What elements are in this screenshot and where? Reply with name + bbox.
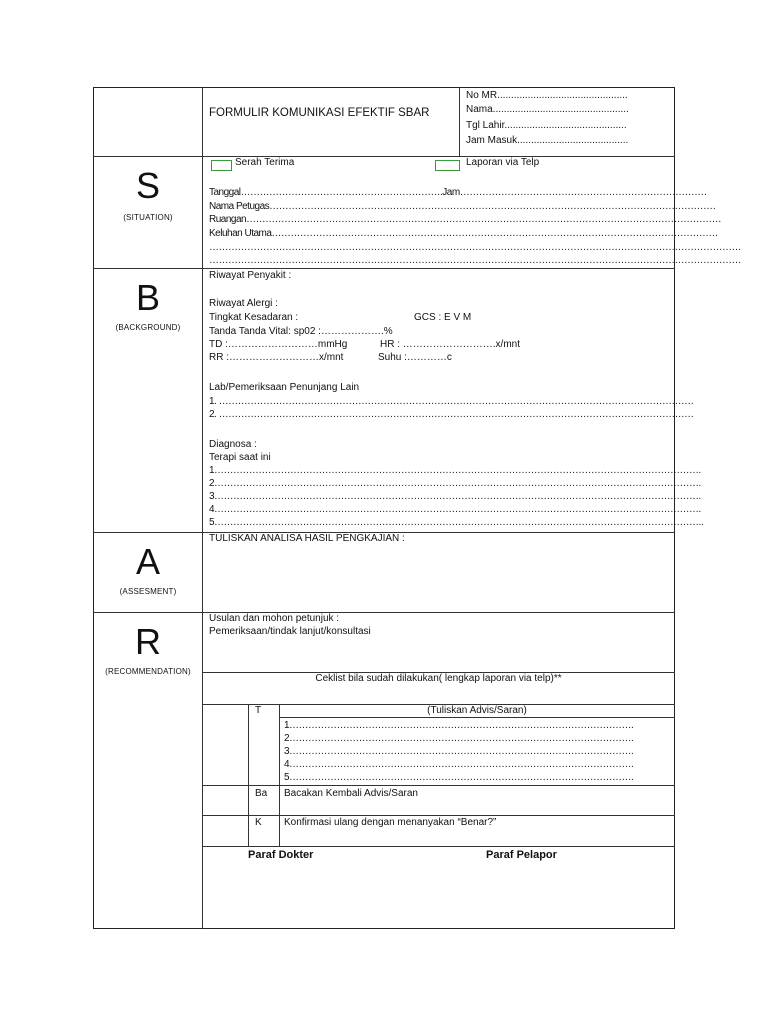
advis-line-3[interactable]: 3………………………………………………………………………………………………. <box>284 746 634 757</box>
rr-field[interactable]: RR :………………………x/mnt <box>209 352 344 363</box>
riwayat-penyakit-label: Riwayat Penyakit : <box>209 270 292 281</box>
usulan-label: Usulan dan mohon petunjuk : <box>209 613 340 624</box>
serah-terima-label: Serah Terima <box>235 157 295 168</box>
row-divider-t-header <box>279 717 675 718</box>
lab-label: Lab/Pemeriksaan Penunjang Lain <box>209 382 360 393</box>
tanda-vital-field[interactable]: Tanda Tanda Vital: sp02 :……………….% <box>209 326 393 337</box>
diagnosa-label: Diagnosa : <box>209 439 257 450</box>
paraf-dokter-label: Paraf Dokter <box>248 849 314 861</box>
col-divider-main <box>202 87 203 929</box>
advis-line-4[interactable]: 4………………………………………………………………………………………………. <box>284 759 634 770</box>
laporan-telp-label: Laporan via Telp <box>466 157 540 168</box>
serah-terima-checkbox[interactable] <box>211 160 232 171</box>
terapi-line-3[interactable]: 3………………………………………………………………………………………………………………………………………. <box>209 491 701 502</box>
situation-blank-line[interactable]: …………………………………………………………………………………………………………………………………………………… <box>209 242 741 253</box>
nama-petugas-field[interactable]: Nama Petugas…………………………………………………………………………………………………………………………… <box>209 201 716 212</box>
pemeriksaan-label: Pemeriksaan/tindak lanjut/konsultasi <box>209 626 371 637</box>
recommendation-label: (RECOMMENDATION) <box>105 667 191 676</box>
jam-masuk-field[interactable]: Jam Masuk........................................ <box>466 135 629 146</box>
terapi-label: Terapi saat ini <box>209 452 271 463</box>
t-header: (Tuliskan Advis/Saran) <box>427 705 527 716</box>
ba-text: Bacakan Kembali Advis/Saran <box>284 788 418 799</box>
assessment-label: (ASSESMENT) <box>119 587 177 596</box>
advis-line-2[interactable]: 2………………………………………………………………………………………………. <box>284 733 634 744</box>
laporan-telp-checkbox[interactable] <box>435 160 460 171</box>
assessment-letter: A <box>135 541 160 582</box>
row-divider-t-bottom <box>202 785 675 786</box>
row-divider-k-bottom <box>202 846 675 847</box>
col-divider-tbak-left <box>248 704 249 846</box>
gcs-label: GCS : E V M <box>414 312 472 323</box>
recommendation-letter: R <box>135 621 161 662</box>
td-field[interactable]: TD :………………………mmHg <box>209 339 348 350</box>
terapi-line-5[interactable]: 5……………………………………………………………………………………………………………………………………….. <box>209 517 704 528</box>
tanggal-field[interactable]: Tanggal……………………………………………………….Jam…………………………………………………………………… <box>209 187 707 198</box>
situation-letter: S <box>135 165 160 206</box>
no-mr-field[interactable]: No MR............................................... <box>466 90 628 101</box>
paraf-pelapor-label: Paraf Pelapor <box>486 849 557 861</box>
keluhan-utama-field[interactable]: Keluhan Utama…………………………………………………………………………………………………………………………… <box>209 228 718 239</box>
riwayat-alergi-label: Riwayat Alergi : <box>209 298 278 309</box>
ceklist-label: Ceklist bila sudah dilakukan( lengkap laporan via telp)** <box>315 673 562 684</box>
ruangan-field[interactable]: Ruangan…………………………………………………………………………………………………………………………………… <box>209 214 722 225</box>
tgl-lahir-field[interactable]: Tgl Lahir............................................ <box>466 120 627 131</box>
terapi-line-2[interactable]: 2………………………………………………………………………………………………………………………………………. <box>209 478 701 489</box>
advis-line-5[interactable]: 5………………………………………………………………………………………………. <box>284 772 634 783</box>
row-divider-situation <box>93 268 675 269</box>
tingkat-kesadaran-label: Tingkat Kesadaran : <box>209 312 299 323</box>
situation-label: (SITUATION) <box>123 213 173 222</box>
lab-line-2[interactable]: 2. …………………………………………………………………………………………………………………………………… <box>209 409 694 420</box>
t-label: T <box>255 705 262 716</box>
row-divider-ba-bottom <box>202 815 675 816</box>
col-divider-tbak-right <box>279 704 280 846</box>
background-letter: B <box>135 277 160 318</box>
terapi-line-4[interactable]: 4………………………………………………………………………………………………………………………………………. <box>209 504 701 515</box>
terapi-line-1[interactable]: 1………………………………………………………………………………………………………………………………………. <box>209 465 701 476</box>
col-divider-header <box>459 87 460 156</box>
nama-field[interactable]: Nama................................................. <box>466 104 629 115</box>
background-label: (BACKGROUND) <box>115 323 181 332</box>
row-divider-header <box>93 156 675 157</box>
situation-blank-line[interactable]: …………………………………………………………………………………………………………………………………………………… <box>209 255 741 266</box>
form-title: FORMULIR KOMUNIKASI EFEKTIF SBAR <box>209 107 430 119</box>
row-divider-assessment <box>93 612 675 613</box>
assessment-instruction: TULISKAN ANALISA HASIL PENGKAJIAN : <box>209 533 405 544</box>
advis-line-1[interactable]: 1………………………………………………………………………………………………. <box>284 720 634 731</box>
suhu-field[interactable]: Suhu :…………c <box>378 352 452 363</box>
k-text: Konfirmasi ulang dengan menanyakan “Benar?” <box>284 817 497 828</box>
hr-field[interactable]: HR : ……………………….x/mnt <box>380 339 521 350</box>
ba-label: Ba <box>255 788 268 799</box>
lab-line-1[interactable]: 1. …………………………………………………………………………………………………………………………………… <box>209 396 694 407</box>
k-label: K <box>255 817 262 828</box>
